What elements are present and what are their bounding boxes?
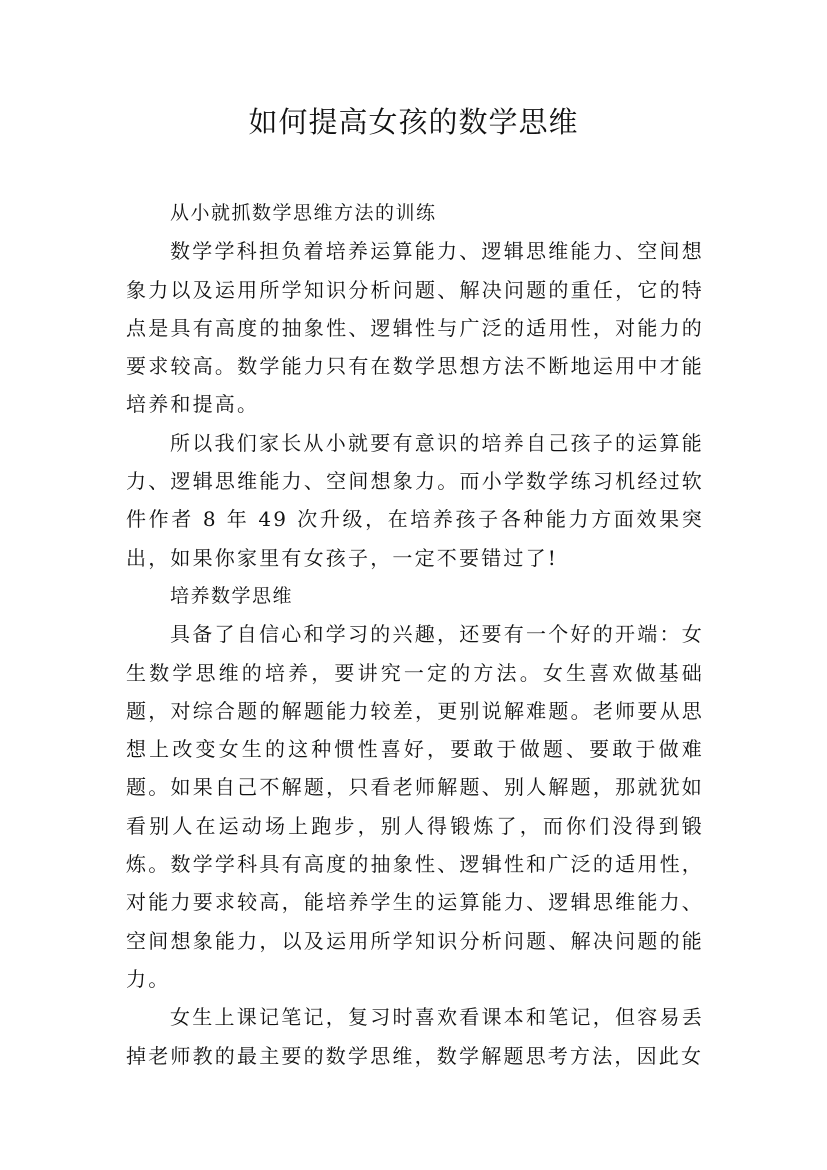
paragraph-math-discipline: 数学学科担负着培养运算能力、逻辑思维能力、空间想象力以及运用所学知识分析问题、解决问题的重任，它的特点是具有高度的抽象性、逻辑性与广泛的适用性，对能力的要求较高。数学能力只有在数学思想方法不断地运用中才能培养和提高。 <box>126 239 704 417</box>
section-heading-training: 从小就抓数学思维方法的训练 <box>170 202 437 224</box>
section-heading-cultivate-thinking: 培养数学思维 <box>170 584 294 607</box>
paragraph-parents-training: 所以我们家长从小就要有意识的培养自己孩子的运算能力、逻辑思维能力、空间想象力。而小学数学练习机经过软件作者 8 年 49 次升级，在培养孩子各种能力方面效果突出，如果你家里有女孩子，一定不要错过了! <box>126 430 704 570</box>
paragraph-notes-review: 女生上课记笔记，复习时喜欢看课本和笔记，但容易丢掉老师教的最主要的数学思维，数学解题思考方法，因此女 <box>126 1005 704 1068</box>
paragraph-confidence-method: 具备了自信心和学习的兴趣，还要有一个好的开端：女生数学思维的培养，要讲究一定的方法。女生喜欢做基础题，对综合题的解题能力较差，更别说解难题。老师要从思想上改变女生的这种惯性喜好，要敢于做题、要敢于做难题。如果自己不解题，只看老师解题、别人解题，那就犹如看别人在运动场上跑步，别人得锻炼了，而你们没得到锻炼。数学学科具有高度的抽象性、逻辑性和广泛的适用性，对能力要求较高，能培养学生的运算能力、逻辑思维能力、空间想象能力，以及运用所学知识分析问题、解决问题的能力。 <box>126 622 704 991</box>
document-title: 如何提高女孩的数学思维 <box>248 105 579 139</box>
document-body <box>126 194 704 1075</box>
